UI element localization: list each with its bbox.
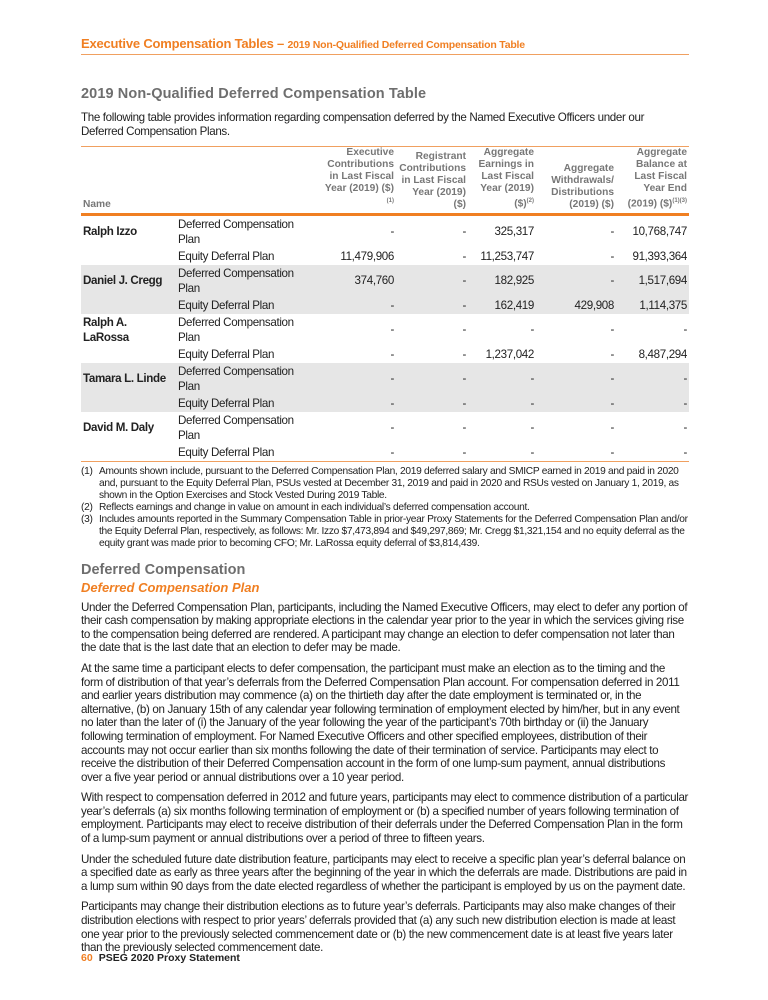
table-row bbox=[81, 363, 689, 395]
table-cell: - bbox=[390, 421, 394, 435]
table-row bbox=[81, 346, 689, 363]
table-cell: - bbox=[316, 363, 396, 395]
paragraph: Under the scheduled future date distribution feature, participants may elect to receive a specific plan year’s deferral balance on a specified date as early as three years after the beginning of the year in which the deferrals are made. Distributions are paid in a lump sum within 90 days from the date elected regardless of whether the participant is employed by us on the payment date. bbox=[81, 852, 687, 893]
table-cell: - bbox=[610, 323, 614, 337]
table-cell: - bbox=[536, 265, 616, 297]
table-cell: 374,760 bbox=[316, 265, 396, 297]
footnotes bbox=[81, 466, 689, 550]
table-cell: - bbox=[468, 363, 536, 395]
col-header: Aggregate Balance at Last Fiscal Year End (2019) ($)$^{(1)(3)}$ bbox=[616, 147, 689, 214]
footnote: (2) Reflects earnings and change in value on amount in each individual’s deferred compensation account. bbox=[81, 501, 530, 513]
table-cell: - bbox=[536, 363, 616, 395]
table-cell: - bbox=[316, 297, 396, 314]
page-number: 60 bbox=[81, 952, 93, 964]
col-header: Aggregate Withdrawals/ Distributions (2019) ($) bbox=[536, 147, 616, 214]
document-name: PSEG 2020 Proxy Statement bbox=[98, 952, 240, 964]
table-cell: - bbox=[468, 395, 536, 412]
officer-name: Ralph A. LaRossa bbox=[83, 315, 129, 344]
table-cell: 11,253,747 bbox=[480, 249, 534, 263]
table-cell: - bbox=[616, 395, 689, 412]
officer-name bbox=[81, 395, 176, 412]
table-cell: - bbox=[616, 363, 689, 395]
table-cell: - bbox=[390, 347, 394, 361]
paragraph: Participants may change their distribution elections as to future year’s deferrals. Participants may also make changes of their distribution elections with respect to prior years’ deferrals provided that (a) any such new distribution election is made at least one year prior to the previously selected commencement date or (b) the new commencement date is at least five years later than the previously selected commencement date. bbox=[81, 900, 676, 955]
table-cell: - bbox=[396, 297, 468, 314]
header-section: Executive Compensation Tables – bbox=[81, 36, 285, 51]
plan-name: Deferred Compensation Plan bbox=[178, 413, 294, 442]
table-cell: - bbox=[462, 421, 466, 435]
plan-name: Deferred Compensation Plan bbox=[178, 315, 294, 344]
plan-name: Deferred Compensation Plan bbox=[178, 217, 294, 246]
col-header: Executive Contributions in Last Fiscal Year (2019) ($)$^{(1)}$ bbox=[316, 147, 396, 214]
table-cell: 325,317 bbox=[494, 225, 534, 239]
plan-name: Equity Deferral Plan bbox=[176, 297, 316, 314]
table-row bbox=[81, 395, 689, 412]
table-cell: - bbox=[390, 323, 394, 337]
table-cell: - bbox=[536, 444, 616, 462]
table-cell: - bbox=[316, 444, 396, 462]
table-cell: - bbox=[316, 395, 396, 412]
table-cell: - bbox=[610, 225, 614, 239]
table-cell: - bbox=[396, 395, 468, 412]
plan-name: Equity Deferral Plan bbox=[176, 395, 316, 412]
table-row bbox=[81, 314, 689, 346]
col-header: Aggregate Earnings in Last Fiscal Year (2019) ($)$^{(2)}$ bbox=[468, 147, 536, 214]
table-cell: 182,925 bbox=[468, 265, 536, 297]
table-cell: 11,479,906 bbox=[340, 249, 394, 263]
table-cell: - bbox=[683, 323, 687, 337]
officer-name bbox=[81, 444, 176, 462]
table-cell: - bbox=[396, 265, 468, 297]
table-cell: 10,768,747 bbox=[632, 225, 687, 239]
table-cell: - bbox=[468, 444, 536, 462]
table-row bbox=[81, 297, 689, 314]
paragraph: With respect to compensation deferred in 2012 and future years, participants may elect to commence distribution of a particular year’s deferrals (a) six months following termination of employment or (b) a specified number of years following termination of employment. Participants may elect to receive distribution of their deferrals under the Deferred Compensation Plan in the form of a lump-sum payment or annual distributions over a period of three to fifteen years. bbox=[81, 791, 689, 846]
col-header: Registrant Contributions in Last Fiscal Year (2019) ($) bbox=[396, 147, 468, 214]
table-row bbox=[81, 214, 689, 248]
table-cell: - bbox=[390, 225, 394, 239]
table-cell: - bbox=[396, 444, 468, 462]
table-cell: - bbox=[462, 249, 466, 263]
table-row bbox=[81, 248, 689, 265]
deferred-compensation-table bbox=[81, 146, 689, 461]
page-title: 2019 Non-Qualified Deferred Compensation Table bbox=[81, 86, 427, 102]
table-cell: - bbox=[530, 323, 534, 337]
officer-name: Ralph Izzo bbox=[83, 225, 137, 239]
table-cell: - bbox=[610, 249, 614, 263]
officer-name: David M. Daly bbox=[83, 421, 154, 435]
paragraph: Under the Deferred Compensation Plan, participants, including the Named Executive Officers, may elect to defer any portion of their cash compensation by making appropriate elections in the calendar year prior to the year in which the services giving rise to the compensation being deferred are rendered. A participant may change an election to defer compensation not later than the date that is the last date that an election to defer may be made. bbox=[81, 600, 688, 655]
table-cell: - bbox=[683, 421, 687, 435]
table-cell: - bbox=[610, 421, 614, 435]
table-cell: - bbox=[536, 395, 616, 412]
plan-name: Deferred Compensation Plan bbox=[176, 265, 316, 297]
header-subsection: 2019 Non-Qualified Deferred Compensation Table bbox=[287, 39, 525, 51]
plan-name: Deferred Compensation Plan bbox=[176, 363, 316, 395]
table-cell: 91,393,364 bbox=[632, 249, 687, 263]
table-cell: 1,114,375 bbox=[616, 297, 689, 314]
table-row bbox=[81, 444, 689, 462]
table-row bbox=[81, 412, 689, 444]
table-cell: - bbox=[616, 444, 689, 462]
table-cell: - bbox=[462, 225, 466, 239]
table-cell: - bbox=[610, 347, 614, 361]
table-cell: 1,517,694 bbox=[616, 265, 689, 297]
table-cell: 162,419 bbox=[468, 297, 536, 314]
table-cell: - bbox=[462, 323, 466, 337]
table-cell: 1,237,042 bbox=[485, 347, 534, 361]
table-cell: 429,908 bbox=[536, 297, 616, 314]
officer-name: Daniel J. Cregg bbox=[81, 265, 176, 297]
table-cell: - bbox=[462, 347, 466, 361]
officer-name bbox=[81, 248, 176, 265]
table-cell: - bbox=[530, 421, 534, 435]
col-header: Name bbox=[81, 147, 176, 214]
plan-name: Equity Deferral Plan bbox=[178, 347, 275, 361]
officer-name: Tamara L. Linde bbox=[81, 363, 176, 395]
plan-name: Equity Deferral Plan bbox=[178, 249, 275, 263]
officer-name bbox=[81, 346, 176, 363]
officer-name bbox=[81, 297, 176, 314]
section-title: Deferred Compensation bbox=[81, 561, 246, 578]
table-header bbox=[81, 147, 689, 214]
footnote: (1) Amounts shown include, pursuant to the Deferred Compensation Plan, 2019 deferred salary and SMICP earned in 2019 and paid in 2020 and, pursuant to the Equity Deferral Plan, PSUs vested at December 31, 2019 and paid in 2020 and RSUs vested on January 1, 2019, as shown in the Option Exercises and Stock Vested During 2019 Table. bbox=[81, 465, 679, 501]
table-row bbox=[81, 265, 689, 297]
paragraph: At the same time a participant elects to defer compensation, the participant must make an election as to the timing and the form of distribution of that year’s deferrals from the Deferred Compensation Plan account. For compensation deferred in 2011 and earlier years distribution may commence (a) on the thirtieth day after the date employment is terminated or, in the alternative, (b) on January 15th of any calendar year following termination of employment elected by him/her, but in any event no later than the later of (i) the January of the year following the year of the participant’s 70th birthday or (ii) the January following termination of employment. For Named Executive Officers and other specified employees, distribution of their accounts may not occur earlier than six months following the date of their termination of service. Participants may elect to receive the distribution of their Deferred Compensation account in the form of one lump-sum payment, annual distributions over a five year period or annual distributions over a 10 year period. bbox=[81, 661, 680, 784]
intro-text: The following table provides information regarding compensation deferred by the Named Executive Officers under our Deferred Compensation Plans. bbox=[81, 111, 645, 138]
running-header bbox=[81, 36, 689, 55]
footnote: (3) Includes amounts reported in the Summary Compensation Table in prior-year Proxy Statements for the Deferred Compensation Plan and/or the Equity Deferral Plan, respectively, as follows: Mr. Izzo $7,473,894 and $49,297,869; Mr. Cregg $1,321,154 and no equity deferral as the equity grant was made prior to becoming CFO; Mr. LaRossa equity deferral of $3,814,439. bbox=[81, 513, 688, 549]
table-cell: - bbox=[396, 363, 468, 395]
plan-name: Equity Deferral Plan bbox=[176, 444, 316, 462]
page-footer bbox=[81, 952, 240, 964]
section-subtitle: Deferred Compensation Plan bbox=[81, 579, 260, 595]
table-cell: 8,487,294 bbox=[638, 347, 687, 361]
